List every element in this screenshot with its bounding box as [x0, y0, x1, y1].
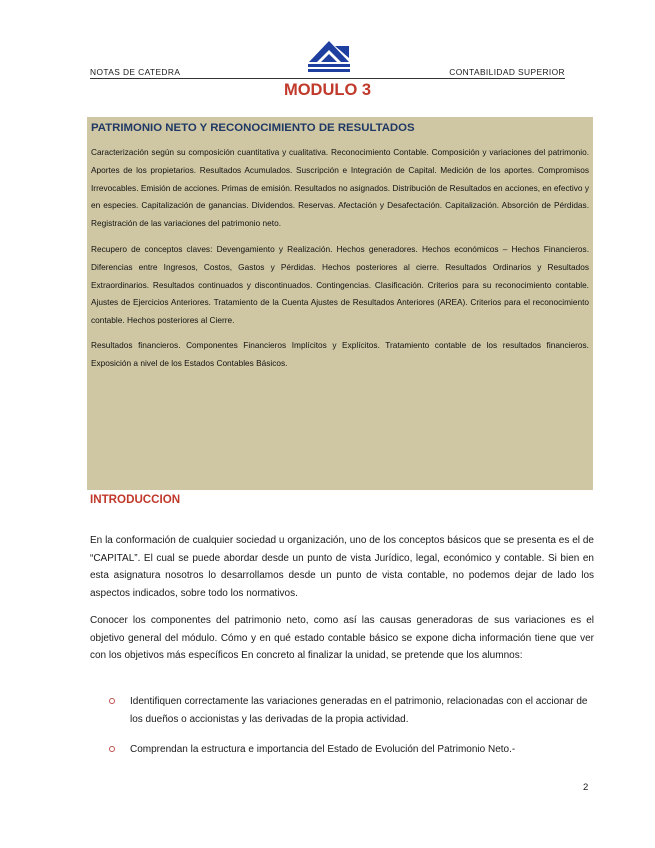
objectives-list	[106, 693, 594, 759]
list-item	[106, 741, 594, 759]
header-course-notes: NOTAS DE CATEDRA	[90, 67, 181, 77]
bullet-circle-icon	[109, 698, 115, 704]
institution-logo-icon	[305, 38, 353, 76]
introduction-paragraph: En la conformación de cualquier sociedad u organización, uno de los conceptos básicos que se presenta es el de “CAPITAL”. El cual se puede abordar desde un punto de vista Jurídico, legal, económico y contable. Si bien en esta asignatura nosotros lo desarrollamos desde un punto de vista contable, no podemos dejar de lado los aspectos indicados, sobre todo los normativos.	[90, 535, 594, 599]
list-item-text: Comprendan la estructura e importancia del Estado de Evolución del Patrimonio Neto.-	[130, 744, 516, 755]
header-subject-name: CONTABILIDAD SUPERIOR	[449, 67, 565, 77]
page-number: 2	[583, 782, 589, 793]
page-header	[90, 38, 565, 79]
introduction-heading: INTRODUCCION	[90, 493, 181, 506]
syllabus-paragraph: Resultados financieros. Componentes Financieros Implícitos y Explícitos. Tratamiento contable de los resultados financieros. Exposición a nivel de los Estados Contables Básicos.	[91, 339, 589, 368]
introduction-paragraph: Conocer los componentes del patrimonio neto, como así las causas generadoras de sus variaciones es el objetivo general del módulo. Cómo y en qué estado contable básico se expone dicha información tiene que ver con los objetivos más específicos En concreto al finalizar la unidad, se pretende que los alumnos:	[90, 615, 594, 661]
syllabus-paragraph: Caracterización según su composición cuantitativa y cualitativa. Reconocimiento Contable. Composición y variaciones del patrimonio. Aportes de los propietarios. Resultados Acumulados. Suscripción e Integración de Capital. Medición de los aportes. Compromisos Irrevocables. Emisión de acciones. Primas de emisión. Resultados no asignados. Distribución de Resultados en acciones, en efectivo y en especies. Capitalización de ganancias. Dividendos. Reservas. Afectación y Desafectación. Capitalización. Absorción de Pérdidas. Registración de las variaciones del patrimonio neto.	[91, 147, 589, 229]
list-item-text: Identifiquen correctamente las variaciones generadas en el patrimonio, relacionadas con el accionar de los dueños o accionistas y las derivadas de la propia actividad.	[130, 696, 588, 725]
bullet-circle-icon	[109, 746, 115, 752]
syllabus-title: PATRIMONIO NETO Y RECONOCIMIENTO DE RESULTADOS	[91, 122, 415, 134]
list-item	[106, 693, 594, 728]
module-title: MODULO 3	[283, 81, 372, 99]
syllabus-box	[87, 117, 593, 490]
syllabus-paragraph: Recupero de conceptos claves: Devengamiento y Realización. Hechos generadores. Hechos económicos – Hechos Financieros. Diferencias entre Ingresos, Costos, Gastos y Pérdidas. Hechos posteriores al cierre. Resultados Ordinarios y Resultados Extraordinarios. Resultados continuados y discontinuados. Contingencias. Clasificación. Criterios para su reconocimiento contable. Ajustes de Ejercicios Anteriores. Tratamiento de la Cuenta Ajustes de Resultados Anteriores (AREA). Criterios para el reconocimiento contable. Hechos posteriores al Cierre.	[91, 243, 589, 326]
